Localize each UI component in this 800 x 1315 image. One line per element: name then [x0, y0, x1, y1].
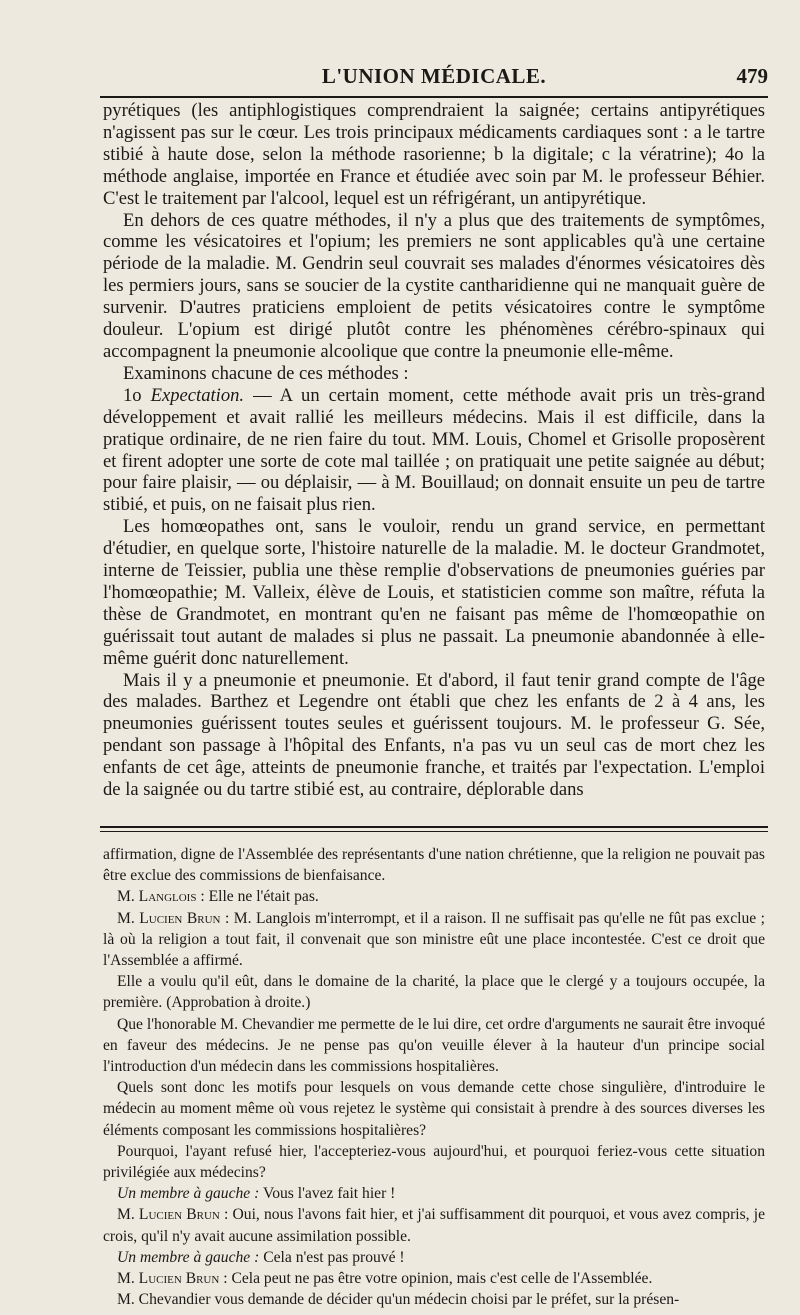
- speech: Elle ne l'était pas.: [204, 888, 319, 906]
- speech: Cela n'est pas prouvé !: [259, 1248, 405, 1266]
- page-number: 479: [736, 64, 768, 88]
- paragraph: En dehors de ces quatre méthodes, il n'y a plus que des traitements de symptômes, comme les vésicatoires et l'opium; les premiers ne sont applicables qu'à une certaine période de la maladie. M. Gendrin seul couvrait ses malades d'énormes vésicatoires dès les permiers jours, sans se soucier de la cystite cantharidienne qui ne manquait guère de survenir. D'autres praticiens emploient de petits vésicatoires contre le symptôme douleur. L'opium est dirigé plutôt contre les phénomènes cérébro-spinaux qui accompagnent la pneumonie alcoolique que contre la pneumonie elle-même.: [103, 209, 765, 362]
- paragraph: [103, 385, 765, 516]
- speaker: Un membre à gauche :: [117, 1185, 260, 1203]
- note-paragraph: [103, 1268, 765, 1289]
- speaker: M. Langlois :: [117, 888, 205, 906]
- note-paragraph: Elle a voulu qu'il eût, dans le domaine de la charité, la place que le clergé y a toujours occupée, la première. (Approbation à droite.): [103, 973, 765, 1012]
- note-paragraph: Quels sont donc les motifs pour lesquels on vous demande cette chose singulière, d'introduire le médecin au moment même où vous rejetez le système qui consistait à prendre à des sources diverses les éléments composant les commissions hospitalières?: [103, 1079, 765, 1139]
- running-header: [100, 64, 768, 94]
- paragraph: Examinons chacune de ces méthodes :: [123, 362, 409, 384]
- speaker: M. Lucien Brun :: [117, 1206, 229, 1224]
- feuilleton-text: [103, 844, 765, 1310]
- paragraph: Les homœopathes ont, sans le vouloir, rendu un grand service, en permettant d'étudier, en quelque sorte, l'histoire naturelle de la maladie. M. le docteur Grandmotet, interne de Teissier, publia une thèse remplie d'observations de pneumonies guéries par l'homœopathie; M. Valleix, élève de Louis, et statisticien comme son maître, réfuta la thèse de Grandmotet, en montrant qu'en ne faisant pas même de l'homœopathie on guérissait tout autant de malades si plus ne passait. La pneumonie abandonnée à elle-même guérit donc naturellement.: [103, 516, 765, 669]
- note-paragraph: M. Chevandier vous demande de décider qu'un médecin choisi par le préfet, sur la présen-: [117, 1291, 680, 1309]
- note-paragraph: [103, 1183, 765, 1204]
- speaker: M. Lucien Brun :: [117, 1270, 228, 1288]
- speech: M. Langlois m'interrompt, et il a raison. Il ne suffisait pas qu'elle ne fût pas exclue ; là où la religion a tout fait, il convenait que son ministre eût une place incontestée. C'est ce droit que l'Assemblée a affirmé.: [103, 909, 765, 970]
- paragraph: Mais il y a pneumonie et pneumonie. Et d'abord, il faut tenir grand compte de l'âge des malades. Barthez et Legendre ont établi que chez les enfants de 2 à 4 ans, les pneumonies guérissent toutes seules et guérissent toujours. M. le professeur G. Sée, pendant son passage à l'hôpital des Enfants, n'a pas vu un seul cas de mort chez les enfants de cet âge, atteints de pneumonie franche, et traités par l'expectation. L'emploi de la saignée ou du tartre stibié est, au contraire, déplorable dans: [103, 669, 765, 801]
- note-paragraph: affirmation, digne de l'Assemblée des représentants d'une nation chrétienne, que la religion ne pouvait pas être exclue des commissions de bienfaisance.: [103, 846, 765, 885]
- speaker: Un membre à gauche :: [117, 1248, 260, 1266]
- note-paragraph: Que l'honorable M. Chevandier me permette de le lui dire, cet ordre d'arguments ne saurait être invoqué en faveur des médecins. Je ne pense pas qu'on veuille élever à la hauteur d'un principe social l'introduction d'un médecin dans les commissions hospitalières.: [103, 1015, 765, 1076]
- section-title: Expectation.: [150, 384, 245, 406]
- note-paragraph: [103, 1204, 765, 1246]
- section-number: 1o: [123, 384, 142, 406]
- speaker: M. Lucien Brun :: [117, 909, 230, 927]
- separator-rule: [100, 826, 768, 828]
- note-paragraph: [103, 886, 765, 907]
- speech: Oui, nous l'avons fait hier, et j'ai suffisamment dit pourquoi, et vous avez compris, je crois, qu'il n'y avait aucune assimilation possible.: [103, 1206, 765, 1245]
- separator-rule-thin: [100, 831, 768, 832]
- section-text: — A un certain moment, cette méthode avait pris un très-grand développement et avait rallié les meilleurs médecins. Mais il est difficile, dans la pratique ordinaire, de ne rien faire du tout. MM. Louis, Chomel et Grisolle proposèrent et firent adopter une sorte de cote mal taillée ; on pratiquait une petite saignée au début; pour faire plaisir, — ou déplaisir, — à M. Bouillaud; on donnait ensuite un peu de tartre stibié, et puis, on ne faisait plus rien.: [103, 384, 765, 516]
- note-paragraph: Pourquoi, l'ayant refusé hier, l'accepteriez-vous aujourd'hui, et pourquoi feriez-vous cette situation privilégiée aux médecins?: [103, 1142, 765, 1182]
- header-rule: [100, 96, 768, 98]
- main-text: [103, 100, 765, 801]
- journal-title: L'UNION MÉDICALE.: [321, 64, 547, 88]
- paragraph: pyrétiques (les antiphlogistiques comprendraient la saignée; certains antipyrétiques n'agissent pas sur le cœur. Les trois principaux médicaments cardiaques sont : a le tartre stibié à haute dose, selon la méthode rasorienne; b la digitale; c la vératrine); 4o la méthode anglaise, importée en France et étudiée avec soin par M. le professeur Béhier. C'est le traitement par l'alcool, lequel est un réfrigérant, un antipyrétique.: [103, 100, 765, 209]
- speech: Vous l'avez fait hier !: [259, 1185, 396, 1203]
- note-paragraph: [103, 1247, 765, 1268]
- note-paragraph: [103, 908, 765, 972]
- speech: Cela peut ne pas être votre opinion, mais c'est celle de l'Assemblée.: [227, 1270, 653, 1288]
